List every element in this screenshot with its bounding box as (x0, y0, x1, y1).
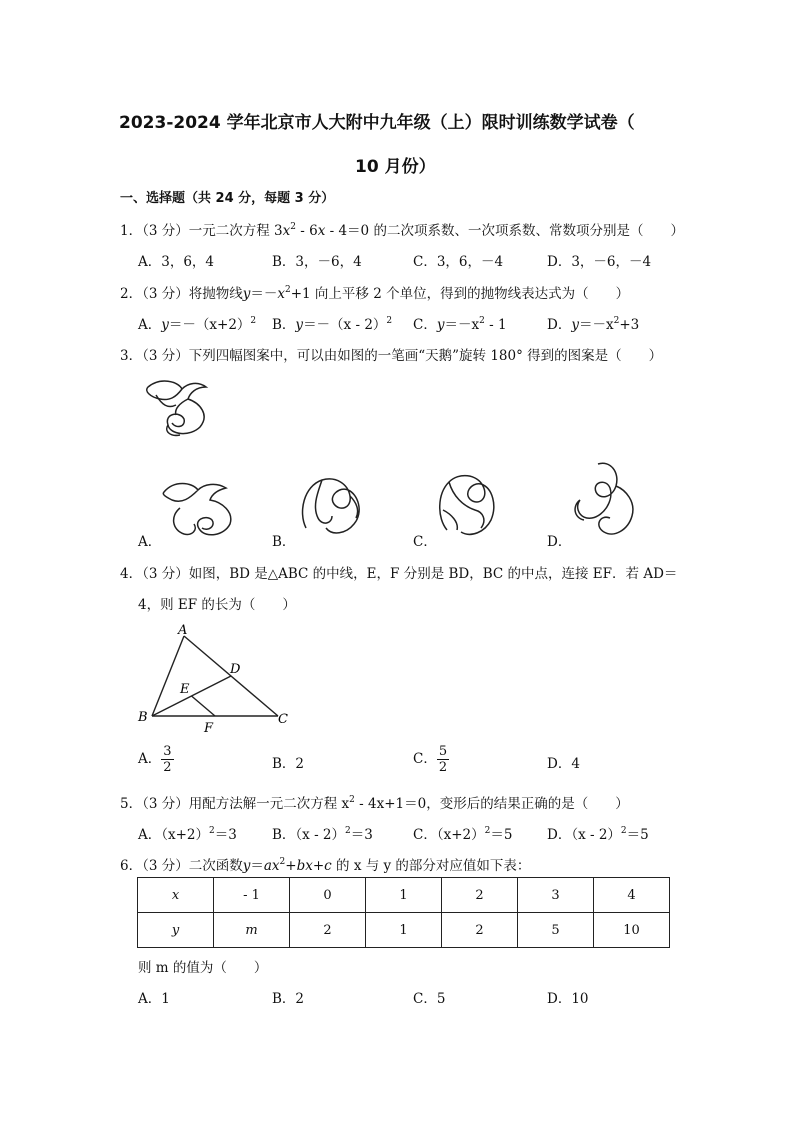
point-c-label: C (278, 712, 288, 727)
point-d-label: D (230, 662, 241, 677)
question-3: 3．（3 分）下列四幅图案中，可以由如图的一笔画“天鹅”旋转 180° 得到的图案是（ ） (120, 348, 663, 364)
table-cell: m (214, 913, 290, 948)
q3-option-b-label[interactable]: B． (272, 534, 296, 550)
value-table (137, 877, 670, 948)
table-cell: 10 (594, 913, 670, 948)
q2-option-a[interactable]: A．$y=-(x+2)^2$ (138, 316, 257, 333)
table-cell: 2 (290, 913, 366, 948)
table-cell: - 1 (214, 878, 290, 913)
section-heading: 一、选择题（共 24 分，每题 3 分） (120, 191, 335, 206)
table-row-y (138, 913, 670, 948)
table-cell: 5 (518, 913, 594, 948)
q3-option-c-figure[interactable] (433, 470, 499, 542)
table-cell: 2 (442, 913, 518, 948)
q3-option-b-figure[interactable] (296, 472, 366, 542)
table-cell: 3 (518, 878, 594, 913)
q4-option-a[interactable]: A． $\frac{3}{2}$ (138, 744, 172, 775)
q3-option-d-figure[interactable] (570, 458, 642, 542)
q1-option-d[interactable]: D．3，－6，－4 (547, 254, 652, 270)
q4-option-c[interactable]: C． $\frac{5}{2}$ (413, 744, 448, 775)
q1-option-b[interactable]: B．3，－6，4 (272, 254, 362, 270)
q4-option-d[interactable]: D．4 (547, 756, 580, 772)
q5-option-a[interactable]: A．$(x+2)^2=3$ (138, 826, 237, 843)
table-row-x (138, 878, 670, 913)
q3-option-a-figure[interactable] (160, 478, 238, 540)
q6-option-d[interactable]: D．10 (547, 991, 589, 1007)
q3-option-d-label[interactable]: D． (547, 534, 572, 550)
q5-option-c[interactable]: C．$(x+2)^2=5$ (413, 826, 513, 843)
q2-option-d[interactable]: D．$y=-x^2+3$ (547, 316, 640, 333)
q5-option-b[interactable]: B．（x - 2）$^2$＝3 (272, 826, 373, 843)
question-1: 1．（3 分）一元二次方程 $3x^2 - 6x - 4=0$ 的二次项系数、一次项系数、常数项分别是（ ） (120, 222, 684, 239)
q3-option-a-label[interactable]: A． (138, 534, 162, 550)
table-cell: 1 (366, 913, 442, 948)
q1-option-c[interactable]: C．3，6，－4 (413, 254, 504, 270)
segment-ab (152, 636, 184, 716)
table-cell: 2 (442, 878, 518, 913)
q2-option-b[interactable]: B．y＝－（x - 2）$^2$ (272, 316, 393, 333)
question-6: 6．（3 分）二次函数$y=ax^2+bx+c$ 的 x 与 y 的部分对应值如下表： (120, 857, 531, 874)
point-f-label: F (204, 721, 214, 735)
point-e-label: E (180, 682, 190, 697)
table-cell: x (138, 878, 214, 913)
q6-option-c[interactable]: C．5 (413, 991, 446, 1007)
table-cell: 4 (594, 878, 670, 913)
segment-ef (192, 696, 216, 716)
point-b-label: B (138, 710, 148, 725)
question-2: 2．（3 分）将抛物线$y=-x^2+1$ 向上平移 2 个单位，得到的抛物线表达式为（ ） (120, 285, 630, 302)
question-6-after: 则 m 的值为（ ） (138, 960, 268, 976)
question-4-line1: 4．（3 分）如图，BD 是△ABC 的中线，E，F 分别是 BD，BC 的中点，连接 EF．若 AD＝ (120, 566, 678, 582)
table-cell: 1 (366, 878, 442, 913)
q6-option-a[interactable]: A．1 (138, 991, 170, 1007)
swan-reference-figure (140, 375, 215, 440)
q6-option-b[interactable]: B．2 (272, 991, 305, 1007)
table-cell: 0 (290, 878, 366, 913)
triangle-figure (130, 620, 300, 735)
table-cell: y (138, 913, 214, 948)
point-a-label: A (178, 623, 188, 638)
question-4-line2: 4，则 EF 的长为（ ） (138, 597, 296, 613)
q1-option-a[interactable]: A．3，6，4 (138, 254, 215, 270)
q2-option-c[interactable]: C．$y=-x^2 - 1$ (413, 316, 507, 333)
q3-option-c-label[interactable]: C． (413, 534, 437, 550)
q4-option-b[interactable]: B．2 (272, 756, 305, 772)
q5-option-d[interactable]: D．（x - 2）$^2$＝5 (547, 826, 649, 843)
page-title-line2: 10 月份） (355, 157, 436, 177)
page-title-line1: 2023-2024 学年北京市人大附中九年级（上）限时训练数学试卷（ (119, 113, 635, 133)
question-5: 5．（3 分）用配方法解一元二次方程 $x^2 - 4x+1=0$，变形后的结果正确的是（ ） (120, 795, 629, 812)
